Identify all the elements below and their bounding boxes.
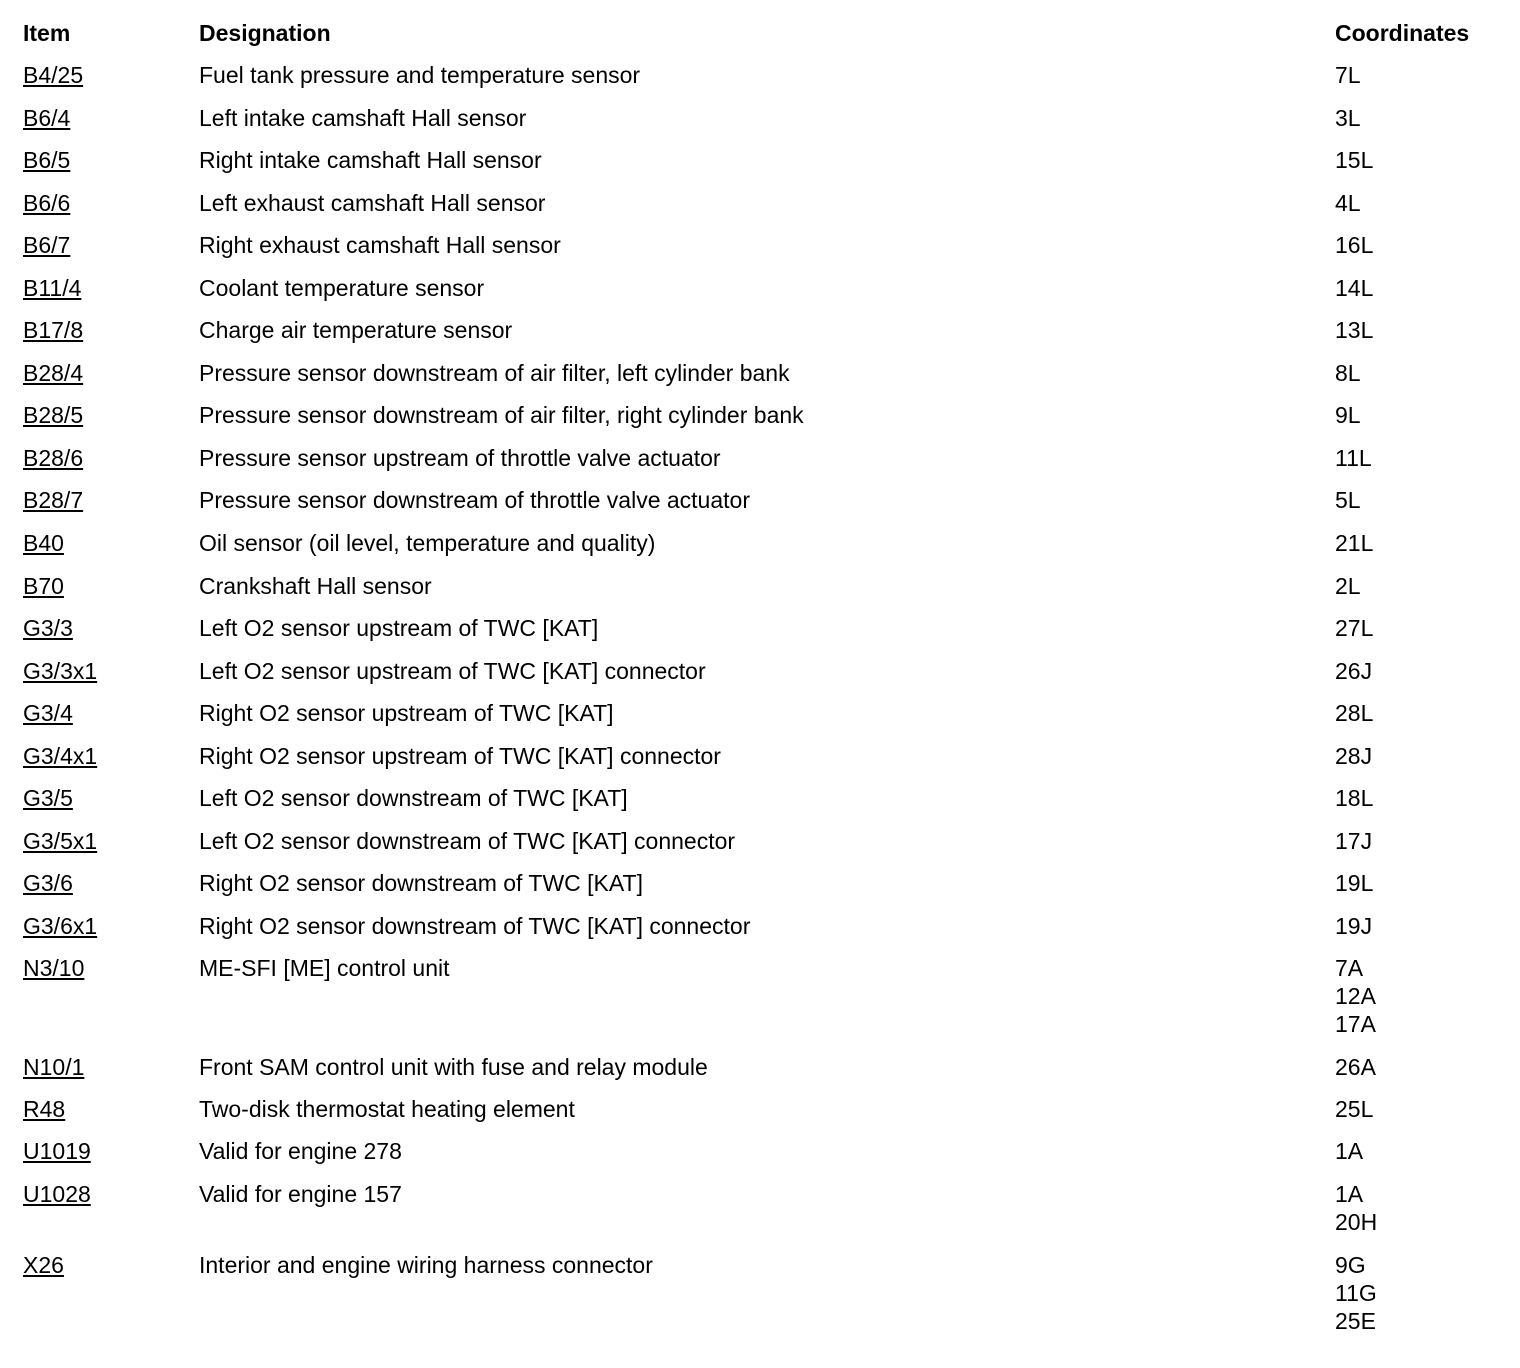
coordinate-value: 2L: [1335, 573, 1361, 599]
designation-cell: Left exhaust camshaft Hall sensor: [199, 190, 546, 216]
coordinates-cell: [1335, 146, 1373, 174]
coordinates-cell: [1335, 827, 1372, 855]
coordinates-cell: [1335, 699, 1373, 727]
coordinates-cell: [1335, 954, 1376, 1038]
coordinates-cell: [1335, 1251, 1377, 1335]
designation-cell: Right O2 sensor downstream of TWC [KAT]: [199, 870, 643, 896]
item-link[interactable]: G3/5: [23, 785, 73, 811]
item-link[interactable]: B6/5: [23, 147, 71, 173]
coordinate-value: 9G: [1335, 1252, 1366, 1278]
item-link[interactable]: R48: [23, 1096, 66, 1122]
item-link[interactable]: B6/7: [23, 232, 71, 258]
coordinates-cell: [1335, 401, 1361, 429]
coordinates-cell: [1335, 444, 1372, 472]
item-link[interactable]: G3/4x1: [23, 743, 98, 769]
coordinate-value: 11G: [1335, 1280, 1377, 1306]
designation-cell: Right O2 sensor downstream of TWC [KAT] connector: [199, 913, 751, 939]
coordinate-value: 7L: [1335, 62, 1361, 88]
item-link[interactable]: B70: [23, 573, 64, 599]
coordinate-value: 7A: [1335, 955, 1364, 981]
coordinates-cell: [1335, 486, 1361, 514]
designation-cell: Left O2 sensor downstream of TWC [KAT] connector: [199, 828, 736, 854]
item-link[interactable]: B28/6: [23, 445, 84, 471]
designation-cell: Fuel tank pressure and temperature sensor: [199, 62, 641, 88]
coordinates-cell: [1335, 359, 1361, 387]
item-link[interactable]: G3/3x1: [23, 658, 98, 684]
coordinate-value: 17J: [1335, 828, 1373, 854]
coordinate-value: 26A: [1335, 1054, 1376, 1080]
item-link[interactable]: B11/4: [23, 275, 82, 301]
coordinates-cell: [1335, 1095, 1373, 1123]
header-designation: Designation: [199, 20, 331, 46]
coordinates-cell: [1335, 572, 1361, 600]
coordinates-cell: [1335, 1180, 1377, 1236]
designation-cell: Crankshaft Hall sensor: [199, 573, 432, 599]
designation-cell: Two-disk thermostat heating element: [199, 1096, 575, 1122]
designation-cell: Oil sensor (oil level, temperature and quality): [199, 530, 656, 556]
coordinates-cell: [1335, 274, 1373, 302]
coordinates-cell: [1335, 231, 1373, 259]
item-link[interactable]: N3/10: [23, 955, 85, 981]
coordinate-value: 18L: [1335, 785, 1374, 811]
coordinate-value: 25L: [1335, 1096, 1374, 1122]
designation-cell: Right O2 sensor upstream of TWC [KAT] connector: [199, 743, 721, 769]
coordinate-value: 12A: [1335, 983, 1376, 1009]
coordinate-value: 1A: [1335, 1138, 1364, 1164]
item-link[interactable]: B28/7: [23, 487, 84, 513]
item-link[interactable]: U1019: [23, 1138, 91, 1164]
item-link[interactable]: B28/5: [23, 402, 84, 428]
designation-cell: Coolant temperature sensor: [199, 275, 485, 301]
coordinates-cell: [1335, 1053, 1376, 1081]
designation-cell: Pressure sensor downstream of air filter, left cylinder bank: [199, 360, 790, 386]
coordinate-value: 11L: [1335, 445, 1372, 471]
item-link[interactable]: G3/3: [23, 615, 73, 641]
item-link[interactable]: B28/4: [23, 360, 84, 386]
coordinate-value: 13L: [1335, 317, 1374, 343]
header-coordinates: Coordinates: [1335, 20, 1470, 46]
coordinates-cell: [1335, 657, 1372, 685]
item-link[interactable]: X26: [23, 1252, 64, 1278]
item-link[interactable]: B40: [23, 530, 64, 556]
designation-cell: Left O2 sensor upstream of TWC [KAT]: [199, 615, 599, 641]
table-header-row: [0, 0, 1520, 46]
designation-cell: Charge air temperature sensor: [199, 317, 513, 343]
coordinate-value: 4L: [1335, 190, 1361, 216]
item-link[interactable]: G3/6x1: [23, 913, 98, 939]
coordinate-value: 9L: [1335, 402, 1361, 428]
coordinates-cell: [1335, 316, 1373, 344]
coordinate-value: 3L: [1335, 105, 1361, 131]
designation-cell: Left O2 sensor downstream of TWC [KAT]: [199, 785, 628, 811]
designation-cell: Pressure sensor downstream of air filter, right cylinder bank: [199, 402, 804, 428]
designation-cell: Right exhaust camshaft Hall sensor: [199, 232, 561, 258]
coordinate-value: 27L: [1335, 615, 1374, 641]
item-link[interactable]: N10/1: [23, 1054, 85, 1080]
coordinates-cell: [1335, 869, 1373, 897]
coordinate-value: 5L: [1335, 487, 1361, 513]
designation-cell: Left intake camshaft Hall sensor: [199, 105, 527, 131]
coordinate-value: 20H: [1335, 1209, 1378, 1235]
coordinate-value: 1A: [1335, 1181, 1364, 1207]
designation-cell: Pressure sensor downstream of throttle valve actuator: [199, 487, 750, 513]
coordinate-value: 28L: [1335, 700, 1374, 726]
coordinates-cell: [1335, 1137, 1363, 1165]
coordinate-value: 16L: [1335, 232, 1374, 258]
coordinates-cell: [1335, 61, 1361, 89]
designation-cell: Right intake camshaft Hall sensor: [199, 147, 542, 173]
coordinate-value: 15L: [1335, 147, 1374, 173]
coordinate-value: 21L: [1335, 530, 1374, 556]
coordinate-value: 19J: [1335, 913, 1373, 939]
coordinate-value: 14L: [1335, 275, 1374, 301]
designation-cell: Left O2 sensor upstream of TWC [KAT] connector: [199, 658, 706, 684]
header-item: Item: [23, 20, 71, 46]
item-link[interactable]: G3/4: [23, 700, 73, 726]
designation-cell: Valid for engine 157: [199, 1181, 402, 1207]
item-link[interactable]: B6/4: [23, 105, 71, 131]
item-link[interactable]: B6/6: [23, 190, 71, 216]
designation-cell: Right O2 sensor upstream of TWC [KAT]: [199, 700, 614, 726]
designation-cell: ME-SFI [ME] control unit: [199, 955, 450, 981]
designation-cell: Front SAM control unit with fuse and relay module: [199, 1054, 708, 1080]
designation-cell: Pressure sensor upstream of throttle valve actuator: [199, 445, 721, 471]
item-link[interactable]: U1028: [23, 1181, 91, 1207]
item-link[interactable]: G3/6: [23, 870, 73, 896]
item-link[interactable]: G3/5x1: [23, 828, 98, 854]
coordinates-cell: [1335, 784, 1373, 812]
coordinate-value: 17A: [1335, 1011, 1376, 1037]
coordinates-cell: [1335, 189, 1361, 217]
coordinates-cell: [1335, 912, 1372, 940]
coordinates-cell: [1335, 742, 1372, 770]
coordinate-value: 8L: [1335, 360, 1361, 386]
item-link[interactable]: B4/25: [23, 62, 84, 88]
coordinates-cell: [1335, 104, 1361, 132]
coordinate-value: 26J: [1335, 658, 1373, 684]
item-link[interactable]: B17/8: [23, 317, 84, 343]
coordinates-cell: [1335, 529, 1373, 557]
coordinate-value: 28J: [1335, 743, 1373, 769]
coordinate-value: 19L: [1335, 870, 1374, 896]
designation-cell: Valid for engine 278: [199, 1138, 402, 1164]
designation-cell: Interior and engine wiring harness connector: [199, 1252, 653, 1278]
coordinate-value: 25E: [1335, 1308, 1376, 1334]
coordinates-cell: [1335, 614, 1373, 642]
